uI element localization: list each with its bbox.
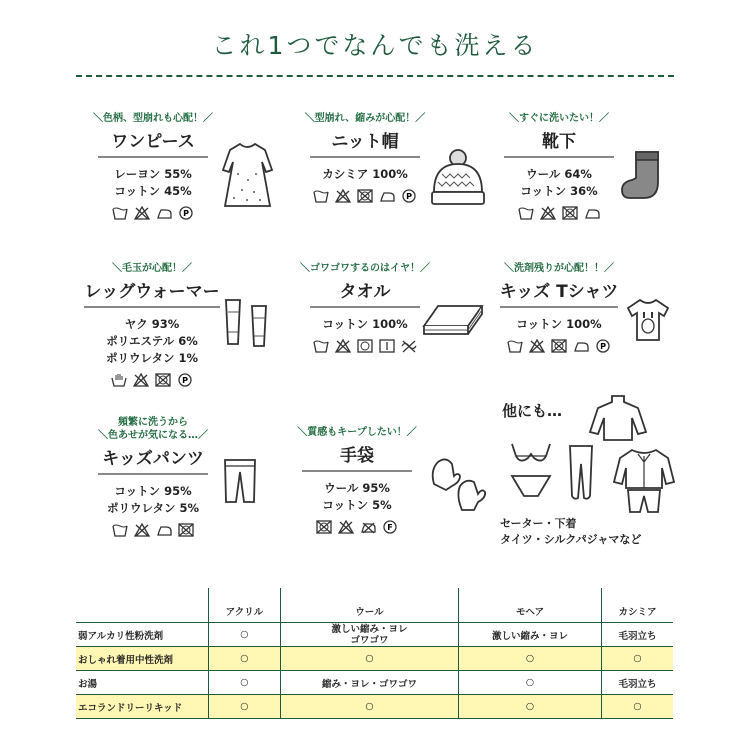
kids-pants-icon: [222, 458, 258, 504]
sweater-icon: [588, 392, 648, 442]
table-cell: ○: [209, 623, 281, 647]
item-name: ニット帽: [310, 130, 420, 158]
page-title: これ1つでなんでも洗える: [211, 31, 539, 60]
folded-towel-icon: [420, 298, 486, 342]
hand-wash-icon: [111, 373, 127, 387]
no-bleach-icon: [134, 523, 150, 537]
item-onepiece: [78, 112, 228, 220]
table-cell: ○: [602, 695, 674, 719]
no-tumble-dry-icon: [357, 189, 373, 203]
iron-icon: [379, 189, 395, 203]
table-cell: ○: [280, 647, 458, 671]
item-towel: [290, 262, 440, 353]
material-line: カシミア 100%: [322, 167, 408, 181]
item-tag: ＼毛玉が心配！／: [112, 263, 192, 274]
item-knit-hat: [290, 112, 440, 203]
table-cell: ○: [459, 695, 602, 719]
table-cell: ○: [209, 695, 281, 719]
material-line: レーヨン 55%: [114, 167, 192, 181]
no-bleach-icon: [540, 206, 556, 220]
material-line: コットン 100%: [516, 317, 602, 331]
material-line: ポリウレタン 5%: [106, 501, 200, 515]
no-tumble-dry-icon: [551, 339, 567, 353]
item-name: キッズ Tシャツ: [500, 280, 619, 308]
care-symbols: [290, 339, 440, 353]
item-tag: ＼型崩れ、縮みが心配！／: [304, 113, 426, 124]
sock-icon: [620, 150, 668, 202]
item-name: ワンピース: [98, 130, 208, 158]
no-tumble-dry-icon: [316, 520, 332, 534]
tights-icon: [566, 444, 596, 502]
tumble-dry-icon: [357, 339, 373, 353]
underwear-icon: [508, 438, 554, 500]
others-caption: [500, 516, 641, 548]
no-tumble-dry-icon: [178, 523, 194, 537]
table-cell: 激しい縮み・ヨレ: [459, 623, 602, 647]
table-cell: ○: [459, 671, 602, 695]
others-label: 他にも…: [502, 402, 563, 420]
dress-icon: [220, 140, 275, 210]
no-wring-icon: [401, 339, 417, 353]
item-name: キッズパンツ: [98, 447, 208, 475]
care-symbols: [290, 189, 440, 203]
dry-clean-p-icon: [401, 189, 417, 203]
material-line: ポリウレタン 1%: [105, 351, 199, 365]
no-bleach-icon: [134, 206, 150, 220]
item-kids-tshirt: [484, 262, 634, 353]
wash-tub-icon: [112, 523, 128, 537]
knit-hat-icon: [428, 148, 488, 206]
item-name: 靴下: [504, 130, 614, 158]
item-tag: ＼ゴワゴワするのはイヤ！／: [300, 263, 430, 274]
table-row: [76, 671, 673, 695]
iron-icon: [573, 339, 589, 353]
table-row-label: 弱アルカリ性粉洗剤: [78, 630, 164, 642]
material-line: コットン 95%: [114, 484, 192, 498]
line-dry-icon: [379, 339, 395, 353]
svg-text:P: P: [406, 192, 412, 201]
care-symbols: [78, 523, 228, 537]
table-cell: 毛羽立ち: [602, 623, 674, 647]
no-bleach-icon: [335, 339, 351, 353]
table-header-row: [76, 588, 673, 623]
no-bleach-icon: [133, 373, 149, 387]
wash-tub-icon: [313, 189, 329, 203]
no-iron-icon: [360, 520, 376, 534]
dry-clean-p-icon: [178, 206, 194, 220]
item-leg-warmer: [72, 262, 232, 387]
item-tag: ＼色あせが気になる…／: [98, 430, 208, 441]
svg-text:P: P: [182, 376, 188, 385]
table-row: [76, 623, 673, 647]
table-cell-line: 激しい縮み・ヨレ: [331, 623, 408, 635]
table-header-cell: モヘア: [459, 588, 602, 623]
material-line: ポリエステル 6%: [106, 334, 198, 348]
item-gloves: [282, 426, 432, 534]
item-tag: ＼質感もキープしたい！／: [297, 427, 417, 438]
item-name: タオル: [310, 280, 420, 308]
dry-clean-p-icon: [177, 373, 193, 387]
table-cell: ○: [602, 647, 674, 671]
table-header-cell: カシミア: [602, 588, 674, 623]
mittens-icon: [428, 454, 488, 512]
iron-icon: [584, 206, 600, 220]
svg-text:P: P: [183, 209, 189, 218]
table-cell: ○: [209, 671, 281, 695]
table-row-label: おしゃれ着用中性洗剤: [78, 654, 174, 666]
material-line: ヤク 93%: [124, 317, 180, 331]
title-divider: [76, 75, 674, 77]
table-row-label: エコランドリーリキッド: [78, 702, 183, 714]
no-tumble-dry-icon: [562, 206, 578, 220]
wash-tub-icon: [507, 339, 523, 353]
table-header-cell: ウール: [280, 588, 458, 623]
material-line: ウール 64%: [526, 167, 592, 181]
table-cell: [280, 623, 458, 647]
table-cell: ○: [459, 647, 602, 671]
material-line: コットン 100%: [322, 317, 408, 331]
table-row: [76, 695, 673, 719]
leg-warmer-icon: [222, 296, 272, 348]
others-caption-line: タイツ・シルクパジャマなど: [500, 533, 642, 546]
item-kids-pants: [78, 416, 228, 537]
iron-icon: [156, 523, 172, 537]
table-row: [76, 647, 673, 671]
care-symbols: [78, 206, 228, 220]
kids-tshirt-icon: [626, 298, 670, 342]
care-symbols: [484, 206, 634, 220]
item-tag: ＼すぐに洗いたい！／: [509, 113, 609, 124]
no-tumble-dry-icon: [155, 373, 171, 387]
table-row-label: お湯: [78, 678, 98, 690]
care-symbols: [282, 520, 432, 534]
material-line: コットン 36%: [520, 184, 598, 198]
table-cell: ○: [209, 647, 281, 671]
care-symbols: [72, 373, 232, 387]
table-cell-line: ゴワゴワ: [350, 634, 389, 646]
wash-tub-icon: [112, 206, 128, 220]
table-header-cell: アクリル: [209, 588, 281, 623]
care-symbols: [484, 339, 634, 353]
item-tag: ＼色柄、型崩れも心配！／: [93, 113, 213, 124]
material-line: コットン 5%: [322, 498, 392, 512]
table-cell: 毛羽立ち: [602, 671, 674, 695]
item-name: 手袋: [302, 444, 412, 472]
no-bleach-icon: [335, 189, 351, 203]
table-header-cell: [76, 588, 209, 623]
item-tag: ＼洗剤残りが心配！！／: [504, 263, 614, 274]
dry-clean-f-icon: [382, 520, 398, 534]
pajamas-icon: [612, 448, 676, 514]
wash-tub-icon: [518, 206, 534, 220]
dry-clean-p-icon: [595, 339, 611, 353]
material-line: ウール 95%: [324, 481, 390, 495]
table-cell: ○: [280, 695, 458, 719]
detergent-comparison-table: [76, 588, 673, 719]
others-caption-line: セーター・下着: [500, 517, 577, 530]
material-line: コットン 45%: [114, 184, 192, 198]
svg-text:F: F: [387, 523, 393, 532]
iron-icon: [156, 206, 172, 220]
no-bleach-icon: [338, 520, 354, 534]
table-cell: 縮み・ヨレ・ゴワゴワ: [280, 671, 458, 695]
no-bleach-icon: [529, 339, 545, 353]
item-name: レッグウォーマー: [84, 280, 219, 308]
svg-text:P: P: [600, 342, 606, 351]
wash-tub-icon: [313, 339, 329, 353]
item-socks: [484, 112, 634, 220]
item-tag: 頻繁に洗うから: [118, 417, 188, 428]
